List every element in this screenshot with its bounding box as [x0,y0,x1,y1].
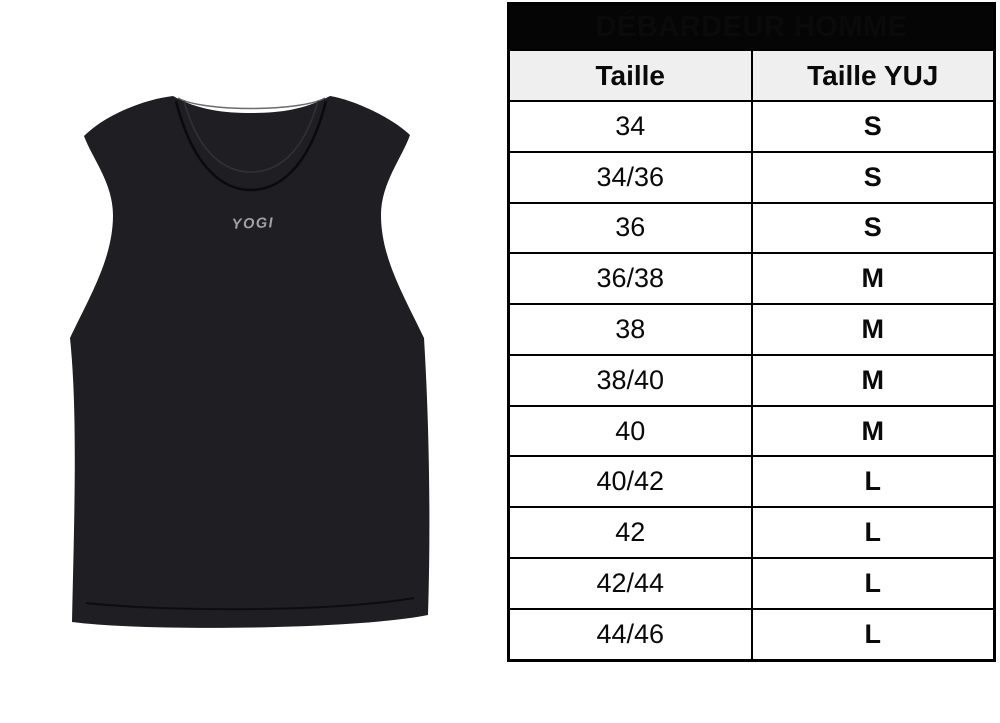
size-chart-panel [507,2,996,662]
table-row [509,101,995,152]
taille-cell: 38/40 [509,355,752,406]
taille-cell: 34/36 [509,152,752,203]
table-row [509,152,995,203]
table-row [509,406,995,457]
table-row [509,507,995,558]
table-row [509,456,995,507]
taille-yuj-cell: L [752,456,995,507]
size-rows [509,101,995,661]
chart-title-row [509,4,995,51]
taille-cell: 40 [509,406,752,457]
table-row [509,609,995,661]
taille-yuj-cell: L [752,558,995,609]
taille-yuj-cell: M [752,253,995,304]
taille-cell: 36 [509,203,752,254]
taille-yuj-cell: S [752,203,995,254]
taille-cell: 42 [509,507,752,558]
taille-yuj-cell: L [752,609,995,661]
taille-yuj-cell: M [752,355,995,406]
tank-top-silhouette [70,96,429,628]
taille-cell: 44/46 [509,609,752,661]
taille-cell: 38 [509,304,752,355]
table-row [509,253,995,304]
taille-yuj-cell: M [752,406,995,457]
taille-cell: 42/44 [509,558,752,609]
yogi-logo-text: YOGI [231,215,275,233]
taille-yuj-cell: S [752,152,995,203]
taille-yuj-cell: M [752,304,995,355]
table-row [509,203,995,254]
table-row [509,558,995,609]
chart-title: DÉBARDEUR HOMME [509,4,995,51]
size-chart-table [507,2,996,662]
taille-yuj-cell: L [752,507,995,558]
taille-cell: 34 [509,101,752,152]
chart-header-row [509,50,995,101]
taille-cell: 36/38 [509,253,752,304]
table-row [509,304,995,355]
column-header-taille-yuj: Taille YUJ [752,50,995,101]
table-row [509,355,995,406]
column-header-taille: Taille [509,50,752,101]
taille-cell: 40/42 [509,456,752,507]
taille-yuj-cell: S [752,101,995,152]
